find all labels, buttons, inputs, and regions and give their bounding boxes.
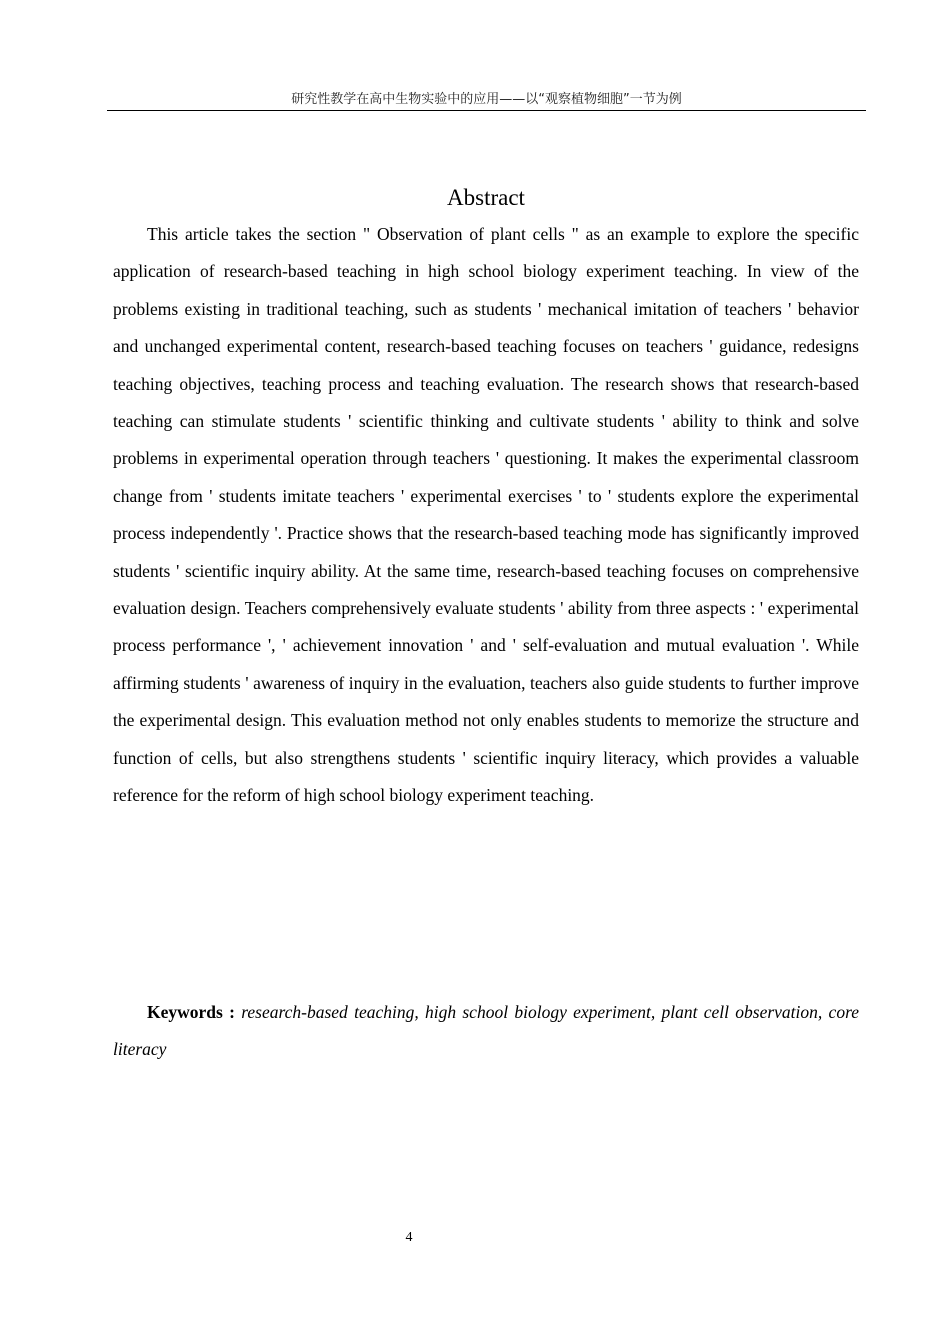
- page-number: 4: [405, 1230, 413, 1245]
- abstract-body: This article takes the section " Observation of plant cells " as an example to explore the specific application of research-based teaching in high school biology experiment teaching. In view of the problems existing in traditional teaching, such as students ' mechanical imitation of teachers ' behavior and unchanged experimental content, research-based teaching focuses on teachers ' guidance, redesigns teaching objectives, teaching process and teaching evaluation. The research shows that research-based teaching can stimulate students ' scientific thinking and cultivate students ' ability to think and solve problems in experimental operation through teachers ' questioning. It makes the experimental classroom change from ' students imitate teachers ' experimental exercises ' to ' students explore the experimental process independently '. Practice shows that the research-based teaching mode has significantly improved students ' scientific inquiry ability. At the same time, research-based teaching focuses on comprehensive evaluation design. Teachers comprehensively evaluate students ' ability from three aspects : ' experimental process performance ', ' achievement innovation ' and ' self-evaluation and mutual evaluation '. While affirming students ' awareness of inquiry in the evaluation, teachers also guide students to further improve the experimental design. This evaluation method not only enables students to memorize the structure and function of cells, but also strengthens students ' scientific inquiry literacy, which provides a valuable reference for the reform of high school biology experiment teaching.: [113, 224, 859, 806]
- keywords-paragraph: [113, 994, 859, 1069]
- keywords-label: Keywords :: [147, 1002, 235, 1022]
- header-divider: [107, 110, 866, 111]
- running-header: 研究性教学在高中生物实验中的应用——以“观察植物细胞”一节为例: [291, 92, 682, 107]
- keywords-list: research-based teaching, high school biology experiment, plant cell observation, core literacy: [113, 1002, 860, 1060]
- abstract-title: Abstract: [447, 185, 525, 210]
